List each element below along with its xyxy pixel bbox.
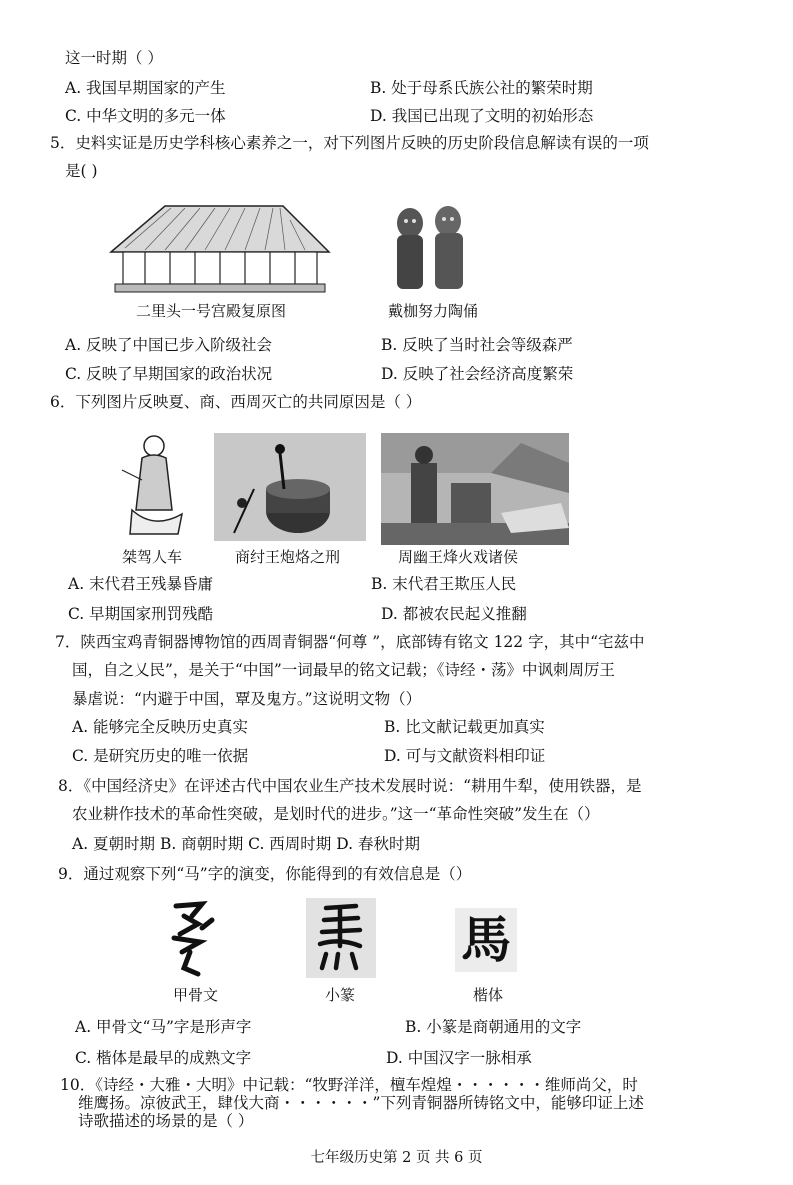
- q4-option-a[interactable]: A. 我国早期国家的产生: [65, 79, 226, 97]
- q7-option-b[interactable]: B. 比文献记载更加真实: [384, 718, 545, 736]
- figurine-figure: [385, 205, 475, 293]
- q4-stem-tail: 这一时期（ ）: [65, 49, 163, 67]
- q8-options[interactable]: A. 夏朝时期 B. 商朝时期 C. 西周时期 D. 春秋时期: [72, 835, 420, 853]
- palace-figure: [105, 200, 333, 296]
- q5-option-d[interactable]: D. 反映了社会经济高度繁荣: [381, 365, 574, 383]
- seal-caption: 小篆: [325, 986, 356, 1004]
- you-caption: 周幽王烽火戏诸侯: [398, 548, 519, 566]
- jie-figure: [112, 430, 198, 542]
- zhou-caption: 商纣王炮烙之刑: [235, 548, 341, 566]
- oracle-caption: 甲骨文: [173, 986, 219, 1004]
- q6-option-d[interactable]: D. 都被农民起义推翻: [381, 605, 527, 623]
- q8-stem-1: 8．《中国经济史》在评述古代中国农业生产技术发展时说：“耕用牛犁，使用铁器，是: [58, 777, 642, 795]
- q7-stem-1: 7．陕西宝鸡青铜器博物馆的西周青铜器“何尊 ”，底部铸有铭文 122 字，其中“宅兹中: [55, 633, 645, 651]
- q5-option-c[interactable]: C. 反映了早期国家的政治状况: [65, 365, 273, 383]
- q4-option-c[interactable]: C. 中华文明的多元一体: [65, 107, 226, 125]
- kaishu-glyph: 馬: [455, 908, 517, 972]
- q5-option-b[interactable]: B. 反映了当时社会等级森严: [381, 336, 573, 354]
- q9-option-c[interactable]: C. 楷体是最早的成熟文字: [75, 1049, 252, 1067]
- q6-option-b[interactable]: B. 末代君王欺压人民: [371, 575, 517, 593]
- q10-stem-3: 诗歌描述的场景的是（ ）: [78, 1112, 254, 1130]
- q9-stem: 9．通过观察下列“马”字的演变，你能得到的有效信息是（）: [58, 865, 472, 883]
- q4-option-d[interactable]: D. 我国已出现了文明的初始形态: [370, 107, 594, 125]
- q8-stem-2: 农业耕作技术的革命性突破，是划时代的进步。”这一“革命性突破”发生在（）: [72, 805, 600, 823]
- palace-caption: 二里头一号宫殿复原图: [136, 302, 287, 320]
- page-footer: 七年级历史第 2 页 共 6 页: [310, 1150, 483, 1166]
- q4-option-b[interactable]: B. 处于母系氏族公社的繁荣时期: [370, 79, 593, 97]
- q9-option-d[interactable]: D. 中国汉字一脉相承: [386, 1049, 532, 1067]
- q7-stem-3: 暴虐说：“内避于中国，覃及鬼方。”这说明文物（）: [72, 690, 422, 708]
- q6-option-a[interactable]: A. 末代君王残暴昏庸: [68, 575, 214, 593]
- q9-option-b[interactable]: B. 小篆是商朝通用的文字: [405, 1018, 582, 1036]
- q10-stem-1: 10．《诗经・大雅・大明》中记载：“牧野洋洋，檀车煌煌・・・・・・维师尚父，时: [60, 1076, 638, 1094]
- q9-option-a[interactable]: A. 甲骨文“马”字是形声字: [75, 1018, 252, 1036]
- q10-stem-2: 维鹰扬。凉彼武王，肆伐大商・・・・・・”下列青铜器所铸铭文中，能够印证上述: [78, 1094, 644, 1112]
- seal-glyph: [306, 898, 376, 978]
- q5-stem: 5．史料实证是历史学科核心素养之一，对下列图片反映的历史阶段信息解读有误的一项: [50, 134, 649, 152]
- kaishu-caption: 楷体: [473, 986, 504, 1004]
- q5-stem-tail: 是( ): [65, 162, 98, 180]
- zhou-figure: [214, 433, 366, 541]
- q6-option-c[interactable]: C. 早期国家刑罚残酷: [68, 605, 214, 623]
- q7-option-a[interactable]: A. 能够完全反映历史真实: [72, 718, 249, 736]
- q7-option-d[interactable]: D. 可与文献资料相印证: [384, 747, 546, 765]
- q5-option-a[interactable]: A. 反映了中国已步入阶级社会: [65, 336, 273, 354]
- oracle-glyph: [162, 898, 222, 980]
- jie-caption: 桀驾人车: [122, 548, 183, 566]
- q7-stem-2: 国，自之乂民”，是关于“中国”一词最早的铭文记载；《诗经・荡》中讽刺周厉王: [72, 661, 616, 679]
- figurine-caption: 戴枷努力陶俑: [388, 302, 479, 320]
- q7-option-c[interactable]: C. 是研究历史的唯一依据: [72, 747, 249, 765]
- you-figure: [381, 433, 569, 545]
- q6-stem: 6．下列图片反映夏、商、西周灭亡的共同原因是（ ）: [50, 393, 422, 411]
